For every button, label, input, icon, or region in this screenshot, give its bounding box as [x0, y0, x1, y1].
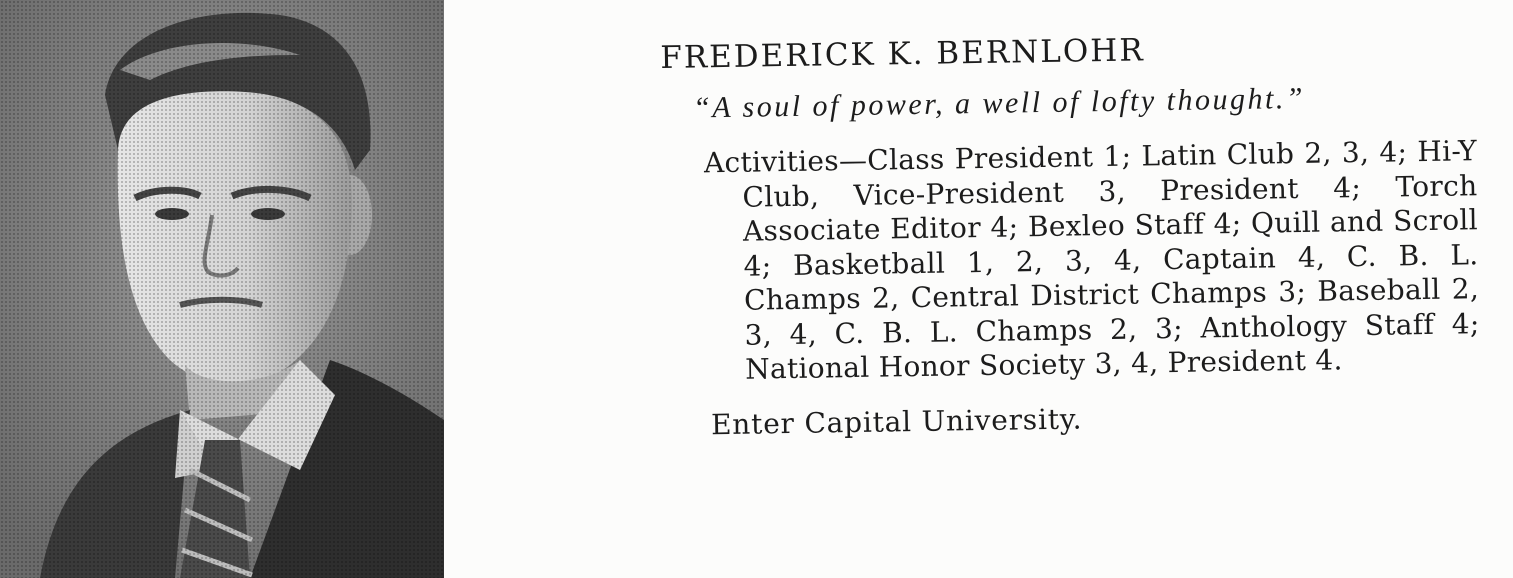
senior-quote: “A soul of power, a well of lofty thought.”: [692, 82, 1306, 125]
future-plans: Enter Capital University.: [710, 402, 1083, 441]
student-name: FREDERICK K. BERNLOHR: [660, 32, 1145, 76]
biography-block: [660, 27, 1481, 442]
activities-list: Activities—Class President 1; Latin Club 2, 3, 4; Hi-Y Club, Vice-President 3, President 4; Torch Associate Editor 4; Bexleo Staff 4; Quill and Scroll 4; Basketball 1, 2, 3, 4, Captain 4, C. B. L. Champs 2, Central District Champs 3; Baseball 2, 3, 4, C. B. L. Champs 2, 3; Anthology Staff 4; National Honor Society 3, 4, President 4.: [703, 134, 1480, 386]
portrait-photo: [0, 0, 444, 578]
